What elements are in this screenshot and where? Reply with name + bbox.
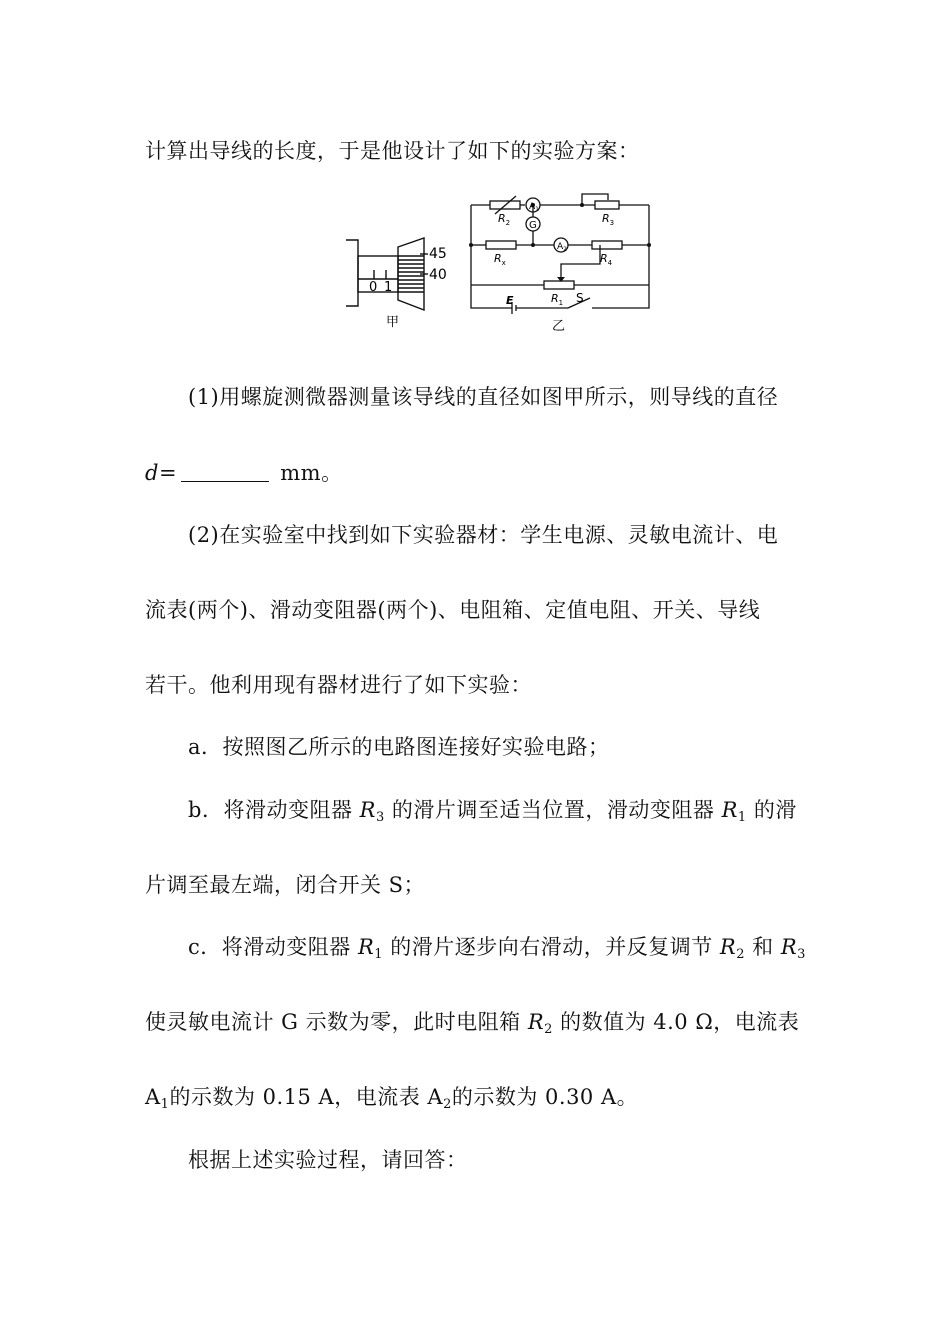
micrometer-scale-40: 40 (429, 267, 447, 283)
resistor-r3 (595, 201, 619, 209)
closing-text: 根据上述实验过程，请回答： (188, 1148, 468, 1172)
q1-line2 (145, 458, 343, 488)
resistor-rx (486, 241, 516, 249)
step-b-line1: b．将滑动变阻器 $R_3$ 的滑片调至适当位置，滑动变阻器 $R_1$ 的滑 (188, 798, 797, 825)
q1-line1: (1)用螺旋测微器测量该导线的直径如图甲所示，则导线的直径 (188, 385, 779, 409)
equals-sign: = (158, 461, 178, 485)
micrometer-scale-45: 45 (429, 246, 447, 262)
resistor-r4 (592, 241, 622, 249)
caption-yi: 乙 (552, 319, 566, 334)
rheostat-r1 (544, 281, 574, 289)
var-d: d (145, 461, 159, 485)
q2-line1: (2)在实验室中找到如下实验器材：学生电源、灵敏电流计、电 (188, 523, 779, 547)
label-a2: $A_2$ (557, 242, 567, 253)
label-s: S (576, 291, 584, 305)
q2-line2: 流表(两个)、滑动变阻器(两个)、电阻箱、定值电阻、开关、导线 (145, 598, 761, 622)
q2-line3: 若干。他利用现有器材进行了如下实验： (145, 673, 532, 697)
intro-text: 计算出导线的长度，于是他设计了如下的实验方案： (145, 139, 640, 163)
step-c-line2: 使灵敏电流计 G 示数为零，此时电阻箱 $R_2$ 的数值为 4.0 Ω，电流表 (145, 1010, 800, 1037)
unit-mm: mm。 (273, 461, 343, 485)
label-a1: $A_1$ (529, 202, 539, 213)
step-b-line2: 片调至最左端，闭合开关 S； (145, 873, 426, 897)
label-g: G (529, 220, 537, 231)
label-r3: $R_3$ (602, 212, 615, 227)
label-rx: $R_x$ (494, 252, 506, 267)
micrometer-sleeve-0: 0 (369, 280, 378, 295)
micrometer-diagram (346, 238, 428, 310)
step-c-line1: c．将滑动变阻器 $R_1$ 的滑片逐步向右滑动，并反复调节 $R_2$ 和 $R_3$ (188, 935, 806, 962)
step-a: a．按照图乙所示的电路图连接好实验电路； (188, 735, 610, 759)
label-r2: $R_2$ (498, 212, 511, 227)
experiment-figure (340, 190, 660, 338)
caption-jia: 甲 (386, 315, 400, 330)
label-r4: $R_4$ (600, 252, 613, 267)
step-c-line3: $A_1$的示数为 0.15 A，电流表 $A_2$的示数为 0.30 A。 (145, 1085, 639, 1112)
answer-blank-d[interactable] (181, 461, 269, 482)
micrometer-sleeve-1: 1 (384, 280, 393, 295)
label-e: E (506, 294, 514, 307)
label-r1: $R_1$ (551, 292, 564, 307)
